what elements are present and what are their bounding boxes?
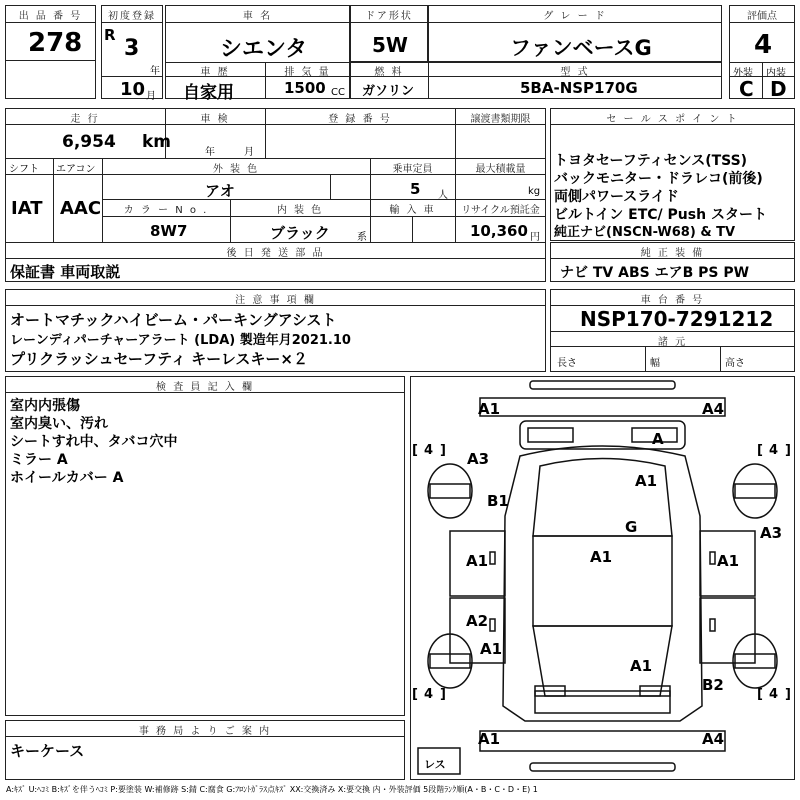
mark-front-left: A1 — [478, 400, 501, 418]
svg-text:[: [ — [757, 443, 763, 458]
interior-color-unit: 系 — [357, 232, 367, 243]
equipment: ナビ TV ABS エアB PS PW — [560, 265, 750, 281]
door-label: ドア形状 — [365, 11, 413, 22]
lot-number-label: 出 品 番 号 — [18, 11, 83, 22]
mark-right-side: A3 — [760, 524, 783, 542]
mark-left-rear-quarter: A1 — [480, 640, 503, 658]
lot-number: 278 — [28, 28, 83, 58]
mileage-label: 走 行 — [70, 114, 100, 125]
chassis-number: NSP170-7291212 — [580, 307, 774, 331]
later-parts: 保証書 車両取説 — [10, 263, 121, 281]
front-bumper-shape — [530, 381, 675, 389]
score-label: 評価点 — [747, 11, 777, 22]
mark-roof-center: A1 — [590, 548, 613, 566]
month-unit: 月 — [146, 91, 156, 102]
mileage: 6,954 — [62, 132, 116, 152]
handle-lf — [490, 552, 495, 564]
shift: IAT — [11, 198, 43, 219]
chassis-label: 車 台 番 号 — [640, 295, 705, 306]
inspection-year: 年 — [205, 147, 215, 158]
capacity-unit: 人 — [438, 190, 448, 201]
inspector-line-3: シートすれ中、タバコ穴中 — [10, 434, 178, 450]
exterior-label: 外装 — [733, 68, 753, 79]
tire-rl: 4 — [424, 687, 434, 702]
max-load-label: 最大積載量 — [475, 164, 526, 175]
grade: ファンベースG — [510, 36, 652, 60]
displacement: 1500 — [284, 79, 326, 97]
tire-fr: 4 — [769, 443, 779, 458]
sales-point-4: ビルトイン ETC/ Push スタート — [554, 207, 767, 223]
mark-left-front-fender: B1 — [487, 492, 509, 510]
handle-rr — [710, 619, 715, 631]
car-damage-diagram — [410, 376, 795, 780]
displacement-label: 排 気 量 — [284, 67, 331, 78]
sales-point-3: 両側パワースライド — [554, 189, 679, 205]
car-name-label: 車 名 — [242, 11, 273, 22]
color-label: 外 装 色 — [212, 164, 260, 175]
sales-points-label: セ ー ル ス ポ イ ン ト — [606, 114, 739, 125]
handle-rf — [710, 552, 715, 564]
recycle-deposit: 10,360 — [470, 222, 528, 240]
notes-label: 注 意 事 項 欄 — [235, 295, 316, 306]
capacity-label: 乗車定員 — [392, 164, 433, 175]
era: R — [104, 26, 116, 44]
inspection-month: 月 — [244, 147, 254, 158]
mark-rear-right: A4 — [702, 730, 725, 748]
inspector-line-2: 室内臭い、汚れ — [10, 416, 108, 432]
svg-text:[: [ — [412, 443, 418, 458]
car-name: シエンタ — [220, 37, 308, 62]
color-number-label: カ ラ ー N o . — [123, 205, 209, 216]
shift-label: シフト — [9, 164, 39, 175]
trunk-shape — [535, 691, 670, 713]
sales-point-1: トヨタセーフティセンス(TSS) — [554, 153, 748, 169]
mark-front-right: A4 — [702, 400, 725, 418]
rear-panel-shape — [480, 731, 725, 751]
exterior-color: アオ — [205, 182, 235, 200]
mark-front-left-2: A3 — [467, 450, 490, 468]
history: 自家用 — [183, 83, 234, 103]
wheel-front-right-shape — [733, 464, 777, 518]
wiper-left-shape — [528, 428, 573, 442]
inspector-line-4: ミラー A — [10, 452, 68, 468]
handle-lr — [490, 619, 495, 631]
svg-text:]: ] — [440, 443, 446, 458]
inspector-label: 検 査 員 記 入 欄 — [156, 382, 254, 393]
registration-year: 3 — [124, 36, 140, 61]
spare-tire: レス — [424, 758, 446, 771]
mileage-unit: km — [142, 132, 172, 152]
exterior-grade: C — [739, 77, 754, 101]
registration-month: 10 — [120, 79, 146, 100]
recycle-label: リサイクル預託金 — [461, 205, 540, 216]
spec-length: 長さ — [557, 358, 577, 369]
equipment-label: 純 正 装 備 — [640, 248, 705, 259]
displacement-unit: CC — [331, 87, 345, 98]
note-line-2: レーンディパーチャーアラート (LDA) 製造年月2021.10 — [10, 333, 351, 348]
inspector-line-1: 室内内張傷 — [10, 398, 80, 414]
hood-shape — [533, 459, 672, 537]
door-type: 5W — [372, 33, 408, 57]
front-panel-shape — [480, 398, 725, 416]
mark-hood: A1 — [635, 472, 658, 490]
wheel-fr-hub — [735, 484, 775, 498]
interior-color: ブラック — [270, 224, 330, 242]
rear-bumper-shape — [530, 763, 675, 771]
sales-point-5: 純正ナビ(NSCN-W68) & TV — [554, 225, 736, 240]
interior-label: 内装 — [766, 68, 786, 79]
later-parts-label: 後 日 発 送 部 品 — [226, 248, 325, 259]
svg-text:]: ] — [785, 687, 791, 702]
capacity: 5 — [410, 180, 421, 198]
import-label: 輸 入 車 — [389, 205, 436, 216]
svg-text:[: [ — [412, 687, 418, 702]
ac-label: エアコン — [56, 164, 96, 175]
spec-width: 幅 — [650, 358, 660, 369]
score: 4 — [754, 30, 773, 60]
inspection-label: 車 検 — [200, 114, 230, 125]
recycle-unit: 円 — [530, 232, 540, 243]
model-code: 5BA-NSP170G — [520, 79, 638, 97]
first-registration-label: 初度登録 — [108, 11, 156, 22]
interior-grade: D — [770, 77, 787, 101]
note-line-3: プリクラッシュセーフティ キーレスキー×２ — [10, 350, 308, 368]
mark-right-front-door: A1 — [717, 552, 740, 570]
year-unit: 年 — [150, 66, 160, 77]
transfer-deadline-label: 譲渡書類期限 — [470, 114, 531, 125]
note-line-1: オートマチックハイビーム・パーキングアシスト — [10, 311, 337, 329]
history-label: 車 歴 — [200, 67, 230, 78]
reg-number-label: 登 録 番 号 — [328, 114, 392, 125]
sales-point-2: バックモニター・ドラレコ(前後) — [554, 171, 763, 187]
inspector-line-5: ホイールカバー A — [10, 470, 124, 486]
mark-roof: G — [625, 518, 638, 536]
specs-label: 諸 元 — [657, 337, 688, 348]
tire-fl: 4 — [424, 443, 434, 458]
fuel-label: 燃 料 — [374, 67, 404, 78]
fuel: ガソリン — [362, 84, 415, 99]
model-code-label: 型 式 — [560, 67, 590, 78]
spec-height: 高さ — [725, 358, 745, 369]
mark-trunk: A1 — [630, 657, 653, 675]
wheel-fl-hub — [430, 484, 470, 498]
mark-left-front-door: A1 — [466, 552, 489, 570]
tire-rr: 4 — [769, 687, 779, 702]
mark-rear-left: A1 — [478, 730, 501, 748]
mark-windshield: A — [652, 430, 664, 448]
load-unit: kg — [528, 186, 541, 197]
air-conditioner: AAC — [60, 198, 102, 219]
color-number: 8W7 — [150, 222, 188, 240]
svg-text:[: [ — [757, 687, 763, 702]
wheel-front-left-shape — [428, 464, 472, 518]
mark-right-rear: B2 — [702, 676, 724, 694]
mark-left-rear-door: A2 — [466, 612, 489, 630]
office-note: キーケース — [10, 742, 85, 760]
legend: A:ｷｽﾞ U:ﾍｺﾐ B:ｷｽﾞを伴うﾍｺﾐ P:要塗装 W:補修跡 S:錆 C:腐食 G:ﾌﾛﾝﾄｶﾞﾗｽ点ｷｽﾞ XX:交換済み X:要交換 内・外装評価 5段階ﾗﾝｸ順(A・B・C・D・E) 1 — [6, 785, 538, 794]
grade-label: グ レ ー ド — [543, 11, 607, 22]
interior-color-label: 内 装 色 — [276, 205, 324, 216]
office-label: 事 務 局 よ り ご 案 内 — [138, 726, 272, 737]
svg-text:]: ] — [785, 443, 791, 458]
svg-text:]: ] — [440, 687, 446, 702]
